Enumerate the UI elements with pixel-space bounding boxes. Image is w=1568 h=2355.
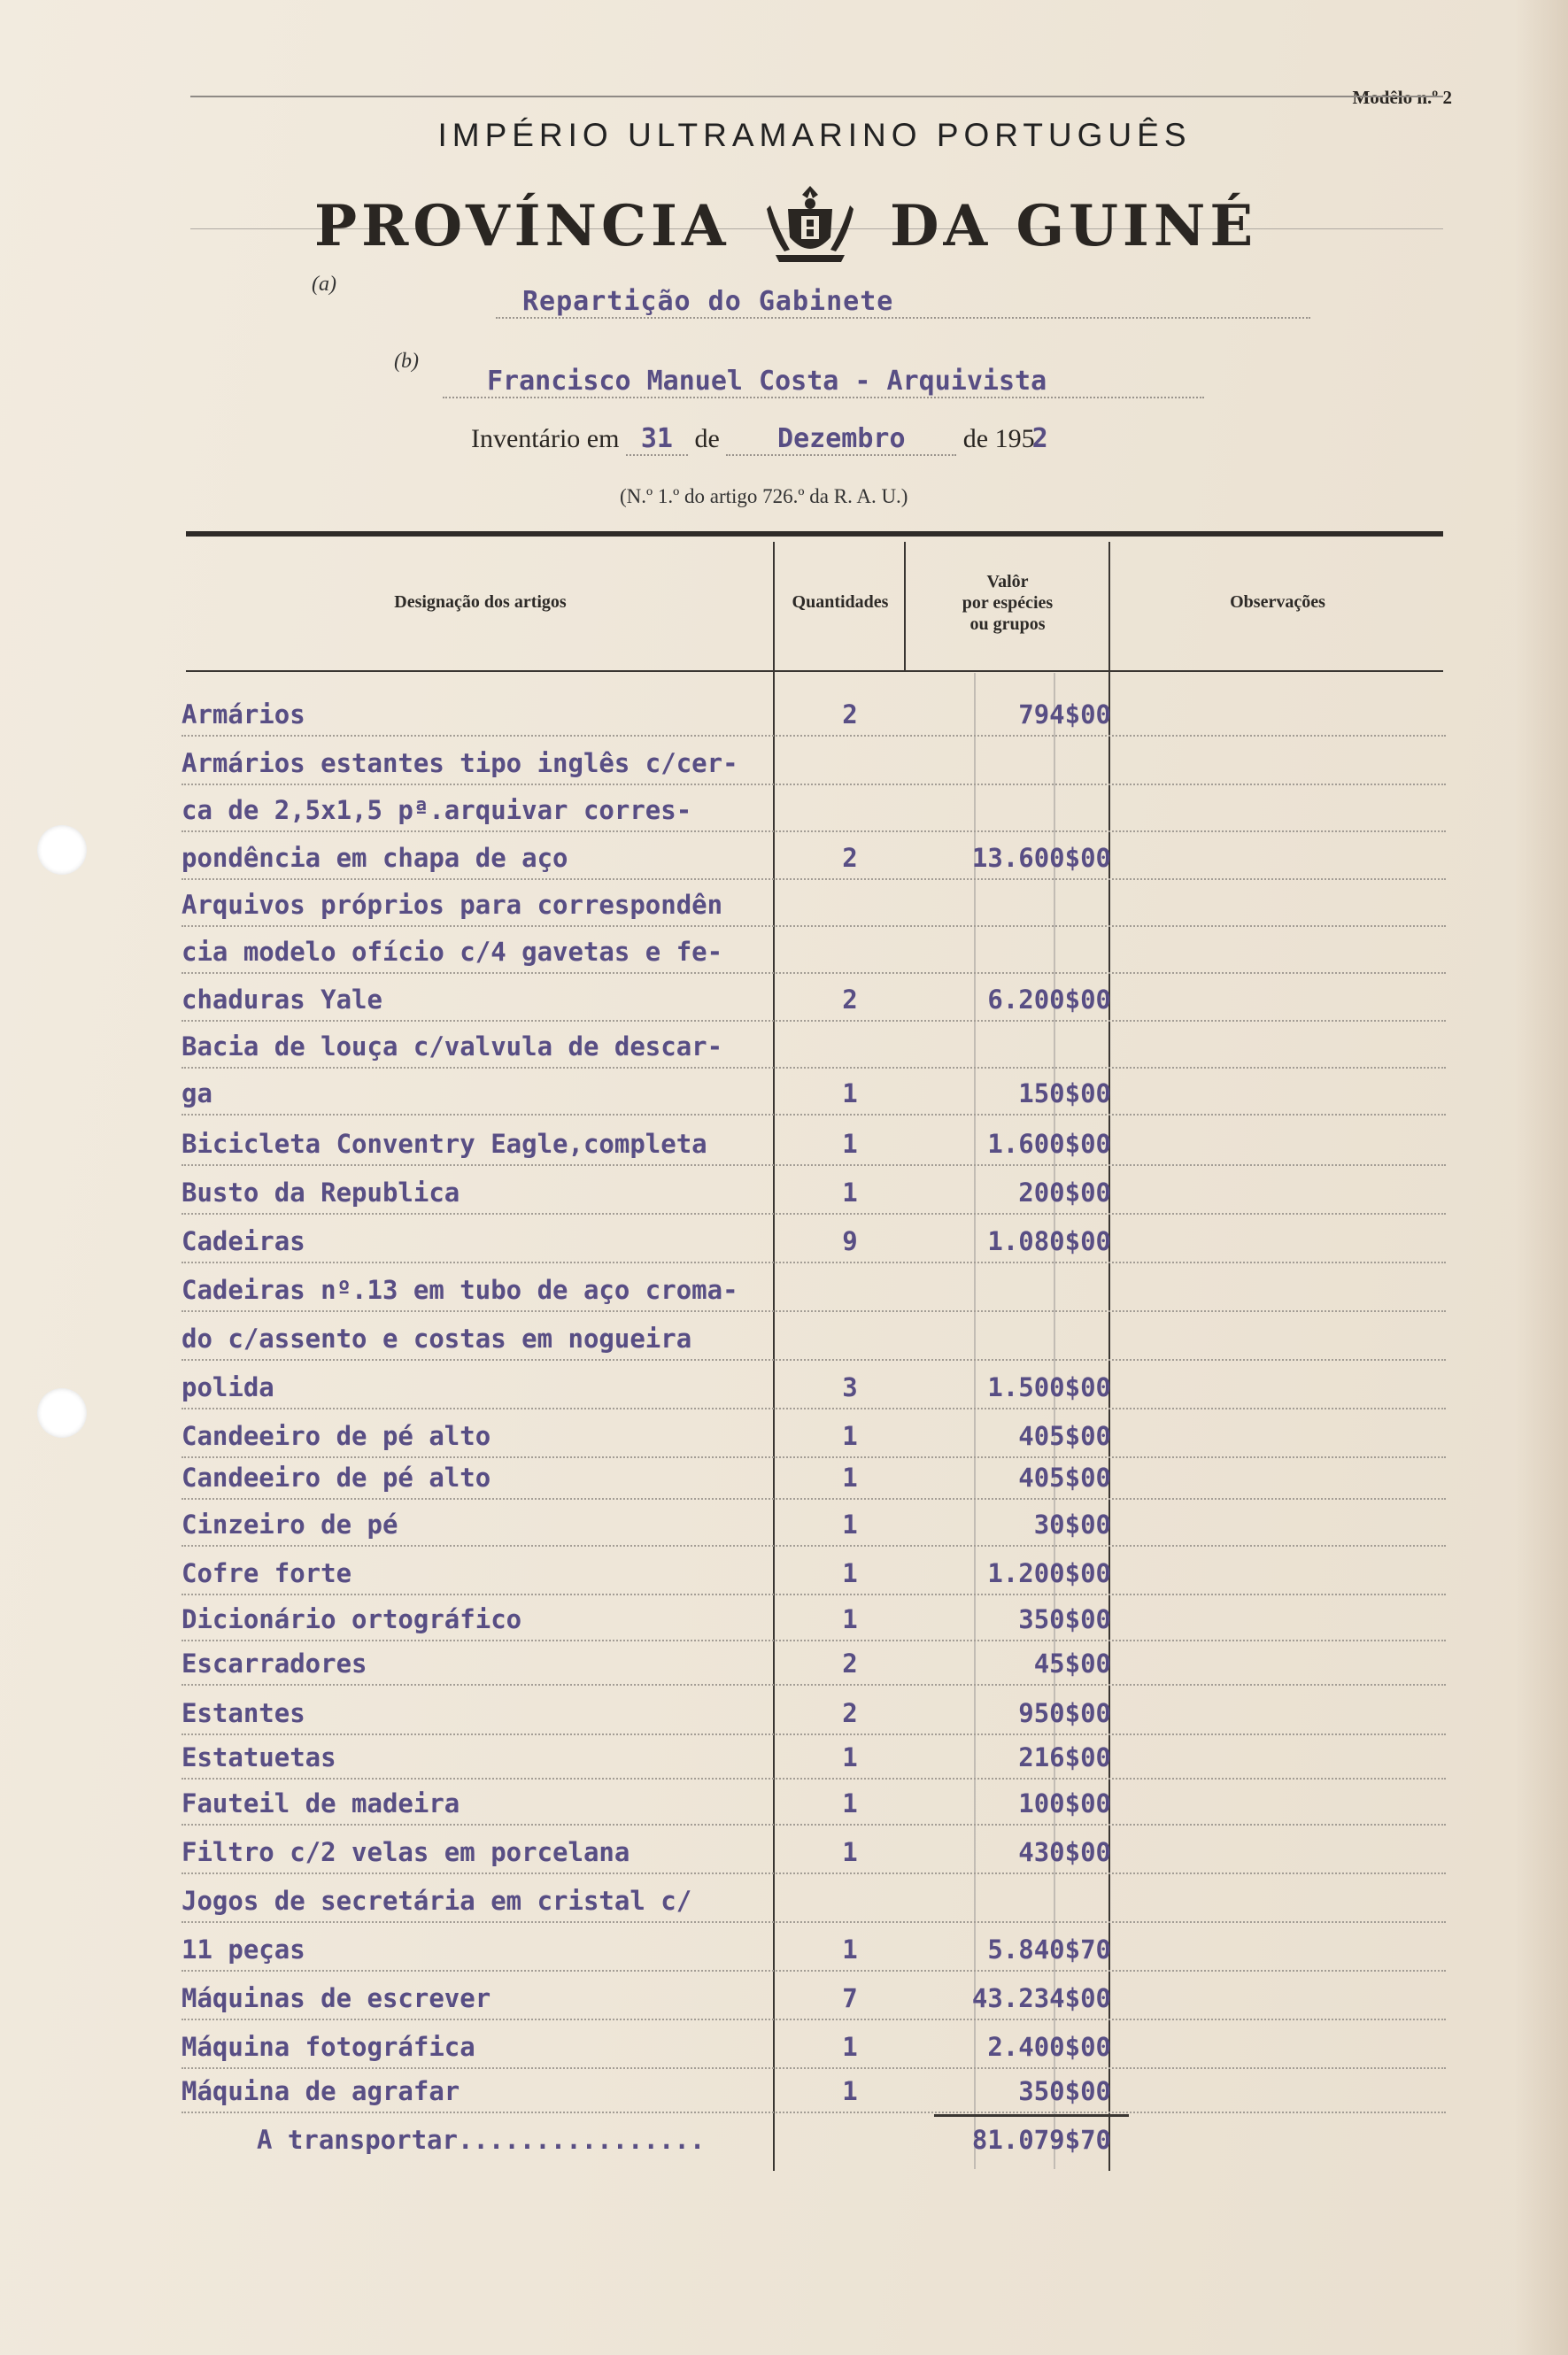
row-dotted-line <box>182 1310 1446 1312</box>
row-dotted-line <box>182 1456 1446 1458</box>
field-label-b: (b) <box>394 350 419 373</box>
item-quantity: 1 <box>842 1837 858 1867</box>
row-dotted-line <box>182 1640 1446 1641</box>
item-description: cia modelo ofício c/4 gavetas e fe- <box>182 937 723 967</box>
punch-hole-top <box>37 825 87 875</box>
item-value: 794$00 <box>1018 699 1111 730</box>
item-description: Máquina fotográfica <box>182 2032 475 2062</box>
inventory-day: 31 <box>626 423 688 456</box>
col-header-value-line3: ou grupos <box>969 614 1046 634</box>
item-value: 150$00 <box>1018 1078 1111 1108</box>
item-description: Máquina de agrafar <box>182 2076 460 2106</box>
item-value: 350$00 <box>1018 2076 1111 2106</box>
header-bottom-rule <box>186 670 1443 672</box>
row-dotted-line <box>182 1262 1446 1263</box>
carry-forward-total: 81.079$70 <box>971 2125 1111 2155</box>
row-dotted-line <box>182 1733 1446 1735</box>
row-dotted-line <box>182 972 1446 974</box>
paper-edge-shadow <box>1515 0 1568 2355</box>
item-description: polida <box>182 1372 274 1402</box>
row-dotted-line <box>182 1778 1446 1780</box>
item-description: Jogos de secretária em cristal c/ <box>182 1886 692 1916</box>
row-dotted-line <box>182 1067 1446 1069</box>
item-value: 1.080$00 <box>987 1226 1111 1256</box>
department-dotted-line <box>496 317 1310 319</box>
item-value: 2.400$00 <box>987 2032 1111 2062</box>
item-quantity: 1 <box>842 1604 858 1634</box>
item-description: Cofre forte <box>182 1558 352 1588</box>
col-header-value <box>906 571 1109 635</box>
item-quantity: 1 <box>842 1558 858 1588</box>
punch-hole-bottom <box>37 1388 87 1438</box>
item-quantity: 1 <box>842 1510 858 1540</box>
row-dotted-line <box>182 1359 1446 1361</box>
item-description: Dicionário ortográfico <box>182 1604 522 1634</box>
item-description: Bicicleta Conventry Eagle,completa <box>182 1129 707 1159</box>
province-title-right: DA GUINÉ <box>890 193 1258 259</box>
item-quantity: 2 <box>842 1698 858 1728</box>
item-value: 200$00 <box>1018 1178 1111 1208</box>
row-dotted-line <box>182 2067 1446 2069</box>
item-quantity: 1 <box>842 1463 858 1493</box>
item-quantity: 1 <box>842 2032 858 2062</box>
row-dotted-line <box>182 784 1446 785</box>
item-quantity: 1 <box>842 1078 858 1108</box>
row-dotted-line <box>182 735 1446 737</box>
item-value: 1.600$00 <box>987 1129 1111 1159</box>
item-value: 405$00 <box>1018 1463 1111 1493</box>
item-description: ga <box>182 1078 212 1108</box>
coat-of-arms-icon <box>761 179 859 267</box>
item-quantity: 2 <box>842 699 858 730</box>
row-dotted-line <box>182 1545 1446 1547</box>
col-header-value-line2: por espécies <box>962 593 1054 613</box>
responsible-person: Francisco Manuel Costa - Arquivista <box>487 366 1047 397</box>
field-label-a: (a) <box>312 273 336 296</box>
person-dotted-line <box>443 397 1204 398</box>
empire-heading: IMPÉRIO ULTRAMARINO PORTUGUÊS <box>437 117 1192 153</box>
inventory-date-line <box>471 423 1048 456</box>
regulation-note: (N.º 1.º do artigo 726.º da R. A. U.) <box>620 485 908 507</box>
item-description: ca de 2,5x1,5 pª.arquivar corres- <box>182 795 692 825</box>
item-description: chaduras Yale <box>182 984 382 1015</box>
row-dotted-line <box>182 1684 1446 1686</box>
row-dotted-line <box>182 1408 1446 1409</box>
item-description: Fauteil de madeira <box>182 1788 460 1818</box>
item-description: Bacia de louça c/valvula de descar- <box>182 1031 723 1062</box>
item-value: 45$00 <box>1033 1648 1111 1679</box>
item-value: 5.840$70 <box>987 1934 1111 1965</box>
item-quantity: 1 <box>842 1129 858 1159</box>
item-quantity: 1 <box>842 1788 858 1818</box>
item-quantity: 7 <box>842 1983 858 2013</box>
item-description: 11 peças <box>182 1934 305 1965</box>
row-dotted-line <box>182 1594 1446 1595</box>
item-value: 350$00 <box>1018 1604 1111 1634</box>
item-value: 950$00 <box>1018 1698 1111 1728</box>
form-model-number: Modêlo n.º 2 <box>1352 87 1452 108</box>
item-description: Armários estantes tipo inglês c/cer- <box>182 748 738 778</box>
row-dotted-line <box>182 2019 1446 2020</box>
item-value: 1.200$00 <box>987 1558 1111 1588</box>
item-value: 6.200$00 <box>987 984 1111 1015</box>
row-dotted-line <box>182 2112 1446 2113</box>
table-top-rule <box>186 531 1443 537</box>
item-description: Cadeiras nº.13 em tubo de aço croma- <box>182 1275 738 1305</box>
item-quantity: 1 <box>842 1934 858 1965</box>
item-value: 100$00 <box>1018 1788 1111 1818</box>
inventory-de: de <box>694 424 720 453</box>
row-dotted-line <box>182 925 1446 927</box>
item-description: Filtro c/2 velas em porcelana <box>182 1837 630 1867</box>
item-value: 405$00 <box>1018 1421 1111 1451</box>
item-quantity: 1 <box>842 1421 858 1451</box>
item-value: 216$00 <box>1018 1742 1111 1772</box>
inventory-prefix: Inventário em <box>471 424 620 453</box>
item-value: 43.234$00 <box>971 1983 1111 2013</box>
item-quantity: 9 <box>842 1226 858 1256</box>
inventory-year-suffix: 2 <box>1031 423 1048 454</box>
item-value: 13.600$00 <box>971 843 1111 873</box>
inventory-year-prefix: de 195 <box>962 424 1035 453</box>
item-description: Candeeiro de pé alto <box>182 1421 491 1451</box>
item-description: Escarradores <box>182 1648 367 1679</box>
row-dotted-line <box>182 1164 1446 1166</box>
item-quantity: 3 <box>842 1372 858 1402</box>
row-dotted-line <box>182 1213 1446 1215</box>
item-value: 30$00 <box>1033 1510 1111 1540</box>
item-description: do c/assento e costas em nogueira <box>182 1324 692 1354</box>
col-header-observations: Observações <box>1230 592 1325 612</box>
item-description: Estatuetas <box>182 1742 336 1772</box>
item-description: Máquinas de escrever <box>182 1983 491 2013</box>
item-value: 1.500$00 <box>987 1372 1111 1402</box>
item-value: 430$00 <box>1018 1837 1111 1867</box>
col-divider-desc <box>773 542 775 2171</box>
item-quantity: 2 <box>842 1648 858 1679</box>
col-header-designation: Designação dos artigos <box>394 592 567 612</box>
item-quantity: 1 <box>842 1742 858 1772</box>
row-dotted-line <box>182 1498 1446 1500</box>
row-dotted-line <box>182 1921 1446 1923</box>
inventory-month: Dezembro <box>726 423 956 456</box>
province-title-left: PROVÍNCIA <box>314 193 730 259</box>
item-description: Arquivos próprios para correspondên <box>182 890 723 920</box>
row-dotted-line <box>182 1020 1446 1022</box>
col-header-value-line1: Valôr <box>986 572 1029 591</box>
item-description: Busto da Republica <box>182 1178 460 1208</box>
row-dotted-line <box>182 1970 1446 1972</box>
item-description: pondência em chapa de aço <box>182 843 568 873</box>
carry-forward-label: A transportar................ <box>257 2125 706 2155</box>
row-dotted-line <box>182 1872 1446 1874</box>
item-quantity: 1 <box>842 1178 858 1208</box>
item-quantity: 1 <box>842 2076 858 2106</box>
item-quantity: 2 <box>842 843 858 873</box>
total-underline <box>934 2114 1129 2117</box>
item-description: Cadeiras <box>182 1226 305 1256</box>
row-dotted-line <box>182 1114 1446 1116</box>
top-rule <box>190 96 1443 97</box>
col-header-quantity: Quantidades <box>792 592 889 612</box>
department-name: Repartição do Gabinete <box>522 286 894 317</box>
item-description: Estantes <box>182 1698 305 1728</box>
row-dotted-line <box>182 1824 1446 1826</box>
item-description: Armários <box>182 699 305 730</box>
item-quantity: 2 <box>842 984 858 1015</box>
item-description: Candeeiro de pé alto <box>182 1463 491 1493</box>
col-divider-value <box>1108 542 1110 2171</box>
row-dotted-line <box>182 830 1446 832</box>
row-dotted-line <box>182 878 1446 880</box>
item-description: Cinzeiro de pé <box>182 1510 398 1540</box>
